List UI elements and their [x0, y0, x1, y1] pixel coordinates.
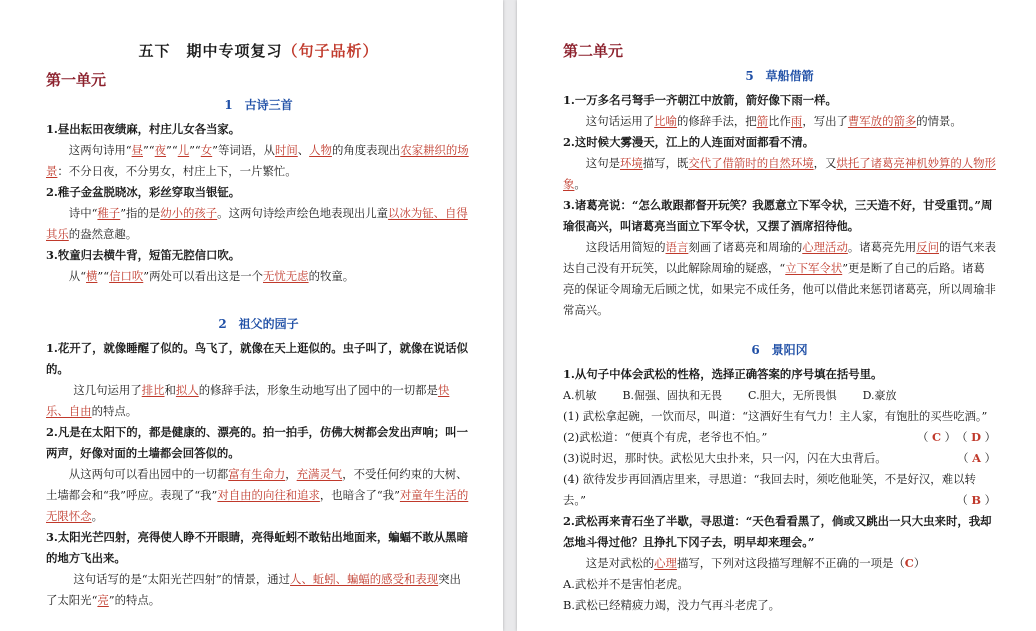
question: 3.太阳光芒四射，亮得使人睁不开眼睛，亮得蚯蚓不敢钻出地面来，蝙蝠不敢从黑暗的地方飞出来。 — [46, 530, 468, 565]
option-d: D.豪放 — [862, 389, 897, 402]
sub-question: (3)说时迟，那时快。武松见大虫扑来，只一闪，闪在大虫背后。 （ A ） — [563, 451, 996, 465]
question: 2.这时候大雾漫天，江上的人连面对面都看不清。 — [563, 135, 815, 149]
lesson-heading: 1 古诗三首 — [224, 98, 293, 112]
question: 2.武松再来青石坐了半歇，寻思道：“天色看看黑了，倘或又跳出一只大虫来时，我却怎地斗得过他？且挣扎下冈子去，明早却来理会。” — [563, 514, 992, 549]
question: 3.牧童归去横牛背，短笛无腔信口吹。 — [46, 248, 241, 262]
answer: 从这两句可以看出园中的一切都富有生命力，充满灵气，不受任何约束的大树、土墙都会和“我”呼应。表现了“我”对自由的向往和追求，也暗含了“我”对童年生活的无限怀念。 — [46, 467, 469, 523]
answer-value: A — [972, 451, 981, 465]
answer-value: C — [904, 556, 914, 570]
sub-question: (1) 武松拿起碗，一饮而尽，叫道：“这酒好生有气力！主人家，有饱肚的买些吃酒。” （ D ） — [563, 409, 996, 444]
answer: 这是对武松的心理描写，下列对这段描写理解不正确的一项是（C） — [585, 556, 926, 570]
question: 2.稚子金盆脱晓冰，彩丝穿取当银钲。 — [46, 185, 241, 199]
sub-question: (4) 欲待发步再回酒店里来，寻思道：“我回去时，须吃他耻笑，不是好汉，难以转去。” （ B ） — [563, 472, 996, 507]
unit-heading: 第一单元 — [46, 71, 107, 89]
choice-b: B.武松已经精疲力竭，没力气再斗老虎了。 — [563, 598, 781, 612]
answer: 这句话写的是“太阳光芒四射”的情景，通过人、蚯蚓、蝙蝠的感受和表现突出了太阳光“亮”的特点。 — [46, 572, 461, 607]
option-b: B.倔强、固执和无畏 — [622, 389, 723, 402]
lesson-heading: 2 祖父的园子 — [218, 317, 299, 331]
answer: 这两句诗用“昼”“夜”“儿”“女”等词语，从时间、人物的角度表现出农家耕织的场景：不分日夜，不分男女，村庄上下，一片繁忙。 — [46, 143, 469, 178]
question: 2.凡是在太阳下的，都是健康的、漂亮的。拍一拍手，仿佛大树都会发出声响；叫一两声，好像对面的土墙都会回答似的。 — [46, 425, 468, 460]
answer: 诗中“稚子”指的是幼小的孩子。这两句诗绘声绘色地表现出儿童以冰为钲、自得其乐的盎然意趣。 — [46, 206, 468, 241]
answer: 这句话运用了比喻的修辞手法，把箭比作雨，写出了曹军放的箭多的情景。 — [585, 114, 962, 128]
answer-value: D — [971, 430, 981, 444]
answer-value: C — [931, 430, 942, 444]
answer: 从“横”“信口吹”两处可以看出这是一个无忧无虑的牧童。 — [68, 269, 355, 283]
unit-heading: 第二单元 — [563, 42, 624, 60]
answer: 这几句运用了排比和拟人的修辞手法，形象生动地写出了园中的一切都是快乐、自由的特点。 — [46, 383, 450, 418]
choice-a: A.武松并不是害怕老虎。 — [563, 577, 689, 591]
option-list — [563, 385, 996, 406]
lesson-heading: 5 草船借箭 — [745, 69, 814, 83]
question: 1.一万多名弓弩手一齐朝江中放箭，箭好像下雨一样。 — [563, 93, 837, 107]
title-subtitle: （句子品析） — [282, 42, 379, 60]
lesson-heading: 6 景阳冈 — [751, 343, 808, 357]
question: 3.诸葛亮说：“怎么敢跟都督开玩笑？我愿意立下军令状，三天造不好，甘受重罚。”周瑜很高兴，叫诸葛亮当面立下军令状，又摆了酒席招待他。 — [563, 198, 993, 233]
answer: 这段话用简短的语言刻画了诸葛亮和周瑜的心理活动。诸葛亮先用反问的语气来表达自己没有开玩笑，以此解除周瑜的疑惑，“立下军令状”更是断了自己的后路。诸葛亮的保证令周瑜无后顾之忧，如果完不成任务，他可以借此来惩罚诸葛亮，所以周瑜非常高兴。 — [563, 240, 996, 317]
option-c: C.胆大，无所畏惧 — [748, 389, 837, 402]
document-page-left — [0, 0, 503, 631]
page-title: 五下 期中专项复习（句子品析） — [138, 42, 379, 60]
sub-question: (2)武松道：“便真个有虎，老爷也不怕。” （ C ） — [563, 430, 957, 444]
answer: 这句是环境描写，既交代了借箭时的自然环境，又烘托了诸葛亮神机妙算的人物形象。 — [563, 156, 996, 191]
option-a: A.机敏 — [563, 389, 597, 402]
question: 1.花开了，就像睡醒了似的。鸟飞了，就像在天上逛似的。虫子叫了，就像在说话似的。 — [46, 341, 468, 376]
question: 1.从句子中体会武松的性格，选择正确答案的序号填在括号里。 — [563, 367, 883, 381]
answer-value: B — [971, 493, 981, 507]
question: 1.昼出耘田夜绩麻，村庄儿女各当家。 — [46, 122, 241, 136]
document-page-right — [517, 0, 1036, 631]
